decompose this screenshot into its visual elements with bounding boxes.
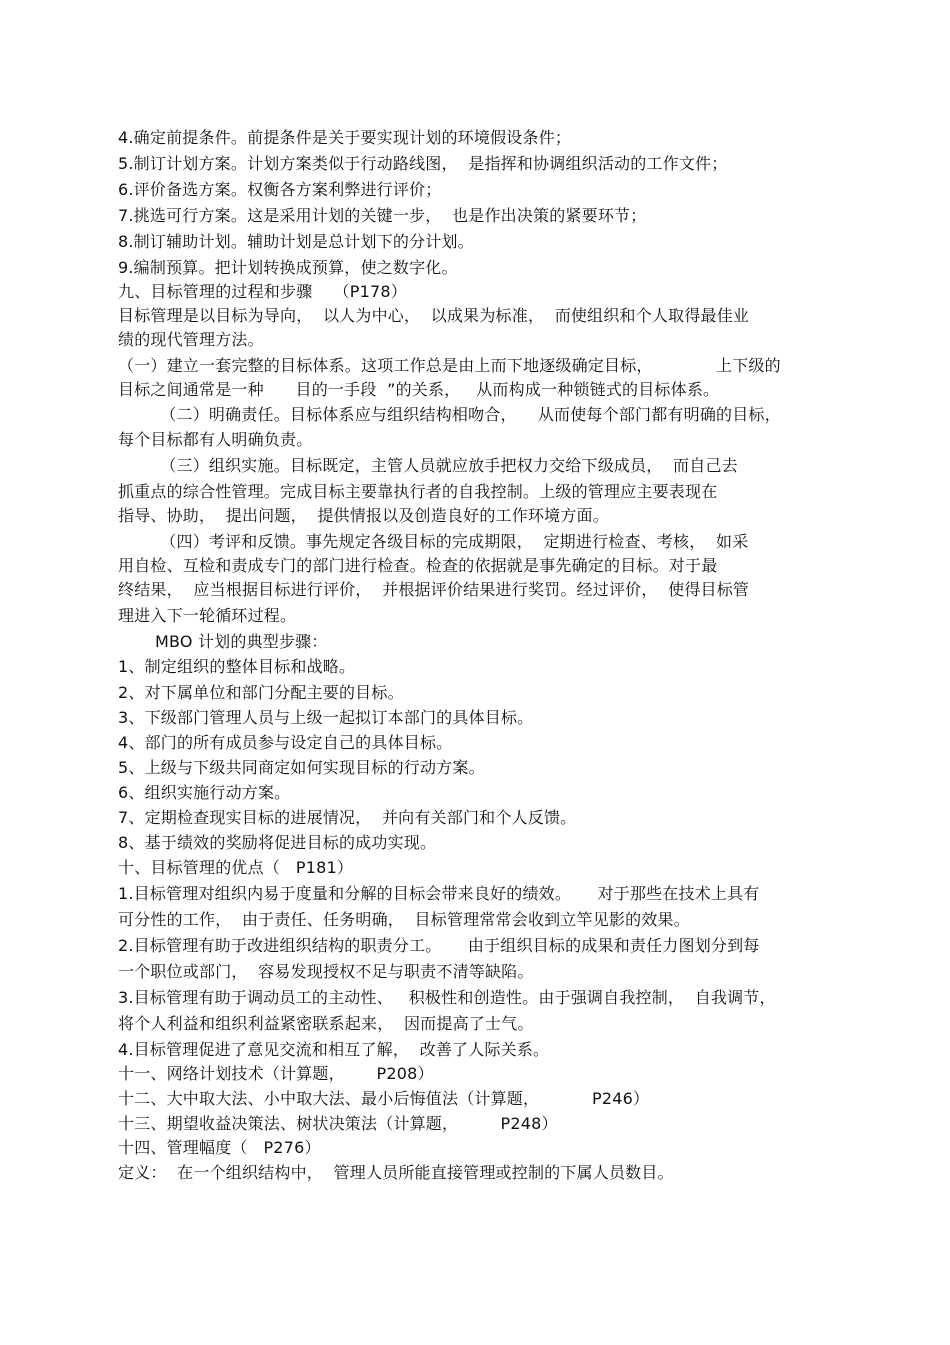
text-line: 目标管理是以目标为导向， 以人为中心， 以成果为标准， 而使组织和个人取得最佳业 — [118, 306, 750, 325]
list-item: 7、定期检查现实目标的进展情况， 并向有关部门和个人反馈。 — [118, 808, 577, 827]
section-heading: 十一、网络计划技术（计算题， P208） — [118, 1064, 434, 1083]
text-line: 9.编制预算。把计划转换成预算，使之数字化。 — [118, 258, 458, 277]
list-item: 4、部门的所有成员参与设定自己的具体目标。 — [118, 733, 453, 752]
text-line: MBO 计划的典型步骤： — [118, 632, 328, 651]
text-line: 一个职位或部门， 容易发现授权不足与职责不清等缺陷。 — [118, 962, 534, 981]
text-line: 2.目标管理有助于改进组织结构的职责分工。 由于组织目标的成果和责任力图划分到每 — [118, 936, 760, 955]
text-line: 4.目标管理促进了意见交流和相互了解， 改善了人际关系。 — [118, 1040, 550, 1059]
section-heading: 十三、期望收益决策法、树状决策法（计算题， P248） — [118, 1114, 558, 1133]
text-line: （一）建立一套完整的目标体系。这项工作总是由上而下地逐级确定目标， 上下级的 — [118, 356, 781, 375]
text-line: 每个目标都有人明确负责。 — [118, 430, 313, 449]
text-line: 4.确定前提条件。前提条件是关于要实现计划的环境假设条件； — [118, 128, 572, 147]
text-line: 用自检、互检和责成专门的部门进行检查。检查的依据就是事先确定的目标。对于最 — [118, 556, 718, 575]
list-item: 8、基于绩效的奖励将促进目标的成功实现。 — [118, 833, 437, 852]
text-line: 5.制订计划方案。计划方案类似于行动路线图， 是指挥和协调组织活动的工作文件； — [118, 154, 728, 173]
text-line: 1.目标管理对组织内易于度量和分解的目标会带来良好的绩效。 对于那些在技术上具有 — [118, 884, 760, 903]
text-line: 绩的现代管理方法。 — [118, 330, 264, 349]
text-line: （二）明确责任。目标体系应与组织结构相吻合， 从而使每个部门都有明确的目标， — [118, 405, 781, 424]
text-line: 8.制订辅助计划。辅助计划是总计划下的分计划。 — [118, 232, 474, 251]
text-line: 将个人利益和组织利益紧密联系起来， 因而提高了士气。 — [118, 1014, 534, 1033]
text-line: （四）考评和反馈。事先规定各级目标的完成期限， 定期进行检查、考核， 如采 — [118, 532, 749, 551]
list-item: 6、组织实施行动方案。 — [118, 783, 291, 802]
text-line: 指导、协助， 提出问题， 提供情报以及创造良好的工作环境方面。 — [118, 506, 609, 525]
text-line: 理进入下一轮循环过程。 — [118, 606, 297, 625]
section-heading: 十二、大中取大法、小中取大法、最小后悔值法（计算题， P246） — [118, 1089, 650, 1108]
text-line: 7.挑选可行方案。这是采用计划的关键一步， 也是作出决策的紧要环节； — [118, 206, 647, 225]
text-line: 定义： 在一个组织结构中， 管理人员所能直接管理或控制的下属人员数目。 — [118, 1163, 674, 1182]
list-item: 2、对下属单位和部门分配主要的目标。 — [118, 683, 404, 702]
text-line: 终结果， 应当根据目标进行评价， 并根据评价结果进行奖罚。经过评价， 使得目标管 — [118, 580, 750, 599]
text-line: 可分性的工作， 由于责任、任务明确， 目标管理常常会收到立竿见影的效果。 — [118, 910, 690, 929]
text-line: 抓重点的综合性管理。完成目标主要靠执行者的自我控制。上级的管理应主要表现在 — [118, 482, 718, 501]
text-line: 目标之间通常是一种 目的一手段 ”的关系， 从而构成一种锁链式的目标体系。 — [118, 380, 720, 399]
text-line: 6.评价备选方案。权衡各方案利弊进行评价； — [118, 180, 442, 199]
list-item: 1、制定组织的整体目标和战略。 — [118, 657, 356, 676]
list-item: 5、上级与下级共同商定如何实现目标的行动方案。 — [118, 758, 485, 777]
text-line: 3.目标管理有助于调动员工的主动性、 积极性和创造性。由于强调自我控制， 自我调节， — [118, 988, 776, 1007]
section-heading: 十、目标管理的优点（ P181） — [118, 858, 354, 877]
text-line: （三）组织实施。目标既定，主管人员就应放手把权力交给下级成员， 而自己去 — [118, 456, 738, 475]
section-heading: 九、目标管理的过程和步骤 （P178） — [118, 282, 407, 301]
section-heading: 十四、管理幅度（ P276） — [118, 1138, 321, 1157]
list-item: 3、下级部门管理人员与上级一起拟订本部门的具体目标。 — [118, 708, 534, 727]
